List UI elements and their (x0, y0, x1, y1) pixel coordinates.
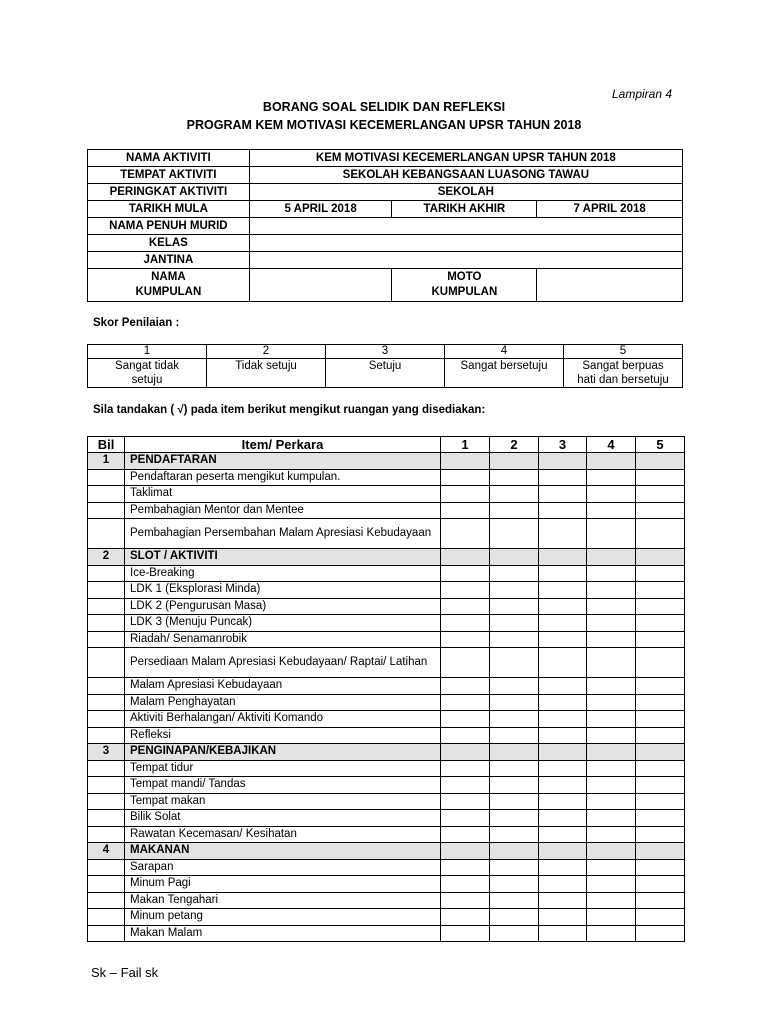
score-checkbox-cell-2[interactable] (490, 582, 539, 599)
item-label: Ice-Breaking (125, 565, 441, 582)
section-score-cell (587, 549, 636, 566)
score-label (445, 359, 564, 388)
bil-cell (88, 694, 125, 711)
item-label: Malam Apresiasi Kebudayaan (125, 678, 441, 695)
score-checkbox-cell-1[interactable] (441, 631, 490, 648)
item-row (88, 892, 685, 909)
score-checkbox-cell-4[interactable] (587, 502, 636, 519)
score-checkbox-cell-2[interactable] (490, 565, 539, 582)
item-label: Refleksi (125, 727, 441, 744)
score-label (207, 359, 326, 388)
score-label-line: setuju (131, 374, 163, 386)
score-number: 4 (445, 345, 564, 359)
bil-cell (88, 909, 125, 926)
item-label: Taklimat (125, 486, 441, 503)
activity-info-table (87, 149, 683, 302)
score-checkbox-cell-5[interactable] (636, 876, 685, 893)
score-checkbox-cell-3[interactable] (539, 678, 587, 695)
score-checkbox-cell-4[interactable] (587, 565, 636, 582)
section-row (88, 843, 685, 860)
section-row (88, 744, 685, 761)
score-checkbox-cell-3[interactable] (539, 925, 587, 942)
score-checkbox-cell-3[interactable] (539, 777, 587, 794)
bil-cell (88, 810, 125, 827)
score-checkbox-cell-1[interactable] (441, 711, 490, 728)
section-score-cell (539, 744, 587, 761)
nama-murid-label: NAMA PENUH MURID (88, 218, 250, 235)
item-row (88, 760, 685, 777)
jantina-field[interactable] (249, 252, 682, 269)
score-checkbox-cell-2[interactable] (490, 648, 539, 678)
section-score-cell (490, 453, 539, 470)
item-label: Tempat makan (125, 793, 441, 810)
score-checkbox-cell-3[interactable] (539, 648, 587, 678)
bil-cell (88, 859, 125, 876)
form-title: BORANG SOAL SELIDIK DAN REFLEKSI (262, 100, 506, 114)
score-checkbox-cell-3[interactable] (539, 876, 587, 893)
score-checkbox-cell-3[interactable] (539, 615, 587, 632)
tarikh-akhir-label: TARIKH AKHIR (392, 201, 537, 218)
score-checkbox-cell-5[interactable] (636, 582, 685, 599)
score-checkbox-cell-4[interactable] (587, 631, 636, 648)
section-score-cell (490, 549, 539, 566)
score-checkbox-cell-2[interactable] (490, 810, 539, 827)
score-checkbox-cell-5[interactable] (636, 909, 685, 926)
nama-kumpulan-field[interactable] (249, 269, 392, 302)
item-row (88, 694, 685, 711)
score-checkbox-cell-3[interactable] (539, 859, 587, 876)
score-checkbox-cell-4[interactable] (587, 648, 636, 678)
score-checkbox-cell-1[interactable] (441, 925, 490, 942)
score-checkbox-cell-4[interactable] (587, 909, 636, 926)
item-row (88, 469, 685, 486)
score-checkbox-cell-5[interactable] (636, 760, 685, 777)
score-checkbox-cell-5[interactable] (636, 678, 685, 695)
score-checkbox-cell-4[interactable] (587, 859, 636, 876)
bil-cell (88, 892, 125, 909)
section-number: 3 (88, 744, 125, 761)
nama-kumpulan-label-line2: KUMPULAN (135, 286, 202, 298)
score-scale-table (87, 344, 683, 388)
score-checkbox-cell-3[interactable] (539, 711, 587, 728)
score-label-line: Tidak setuju (235, 360, 297, 372)
score-checkbox-cell-5[interactable] (636, 694, 685, 711)
score-label (564, 359, 683, 388)
score-checkbox-cell-1[interactable] (441, 892, 490, 909)
tarikh-mula-value: 5 APRIL 2018 (249, 201, 392, 218)
score-number: 1 (88, 345, 207, 359)
nama-aktiviti-label: NAMA AKTIVITI (88, 150, 250, 167)
item-label: LDK 3 (Menuju Puncak) (125, 615, 441, 632)
score-checkbox-cell-5[interactable] (636, 502, 685, 519)
header-score-4: 4 (587, 437, 636, 453)
score-checkbox-cell-5[interactable] (636, 565, 685, 582)
section-score-cell (587, 843, 636, 860)
item-row (88, 615, 685, 632)
section-score-cell (441, 744, 490, 761)
score-label-line: Sangat berpuas (582, 360, 664, 372)
score-checkbox-cell-2[interactable] (490, 826, 539, 843)
tempat-label: TEMPAT AKTIVITI (88, 167, 250, 184)
score-checkbox-cell-2[interactable] (490, 598, 539, 615)
item-label: Pembahagian Persembahan Malam Apresiasi Kebudayaan (125, 519, 441, 549)
section-score-cell (539, 843, 587, 860)
score-checkbox-cell-1[interactable] (441, 502, 490, 519)
score-checkbox-cell-2[interactable] (490, 711, 539, 728)
lampiran-label: Lampiran 4 (612, 87, 673, 101)
bil-cell (88, 648, 125, 678)
bil-cell (88, 598, 125, 615)
item-label: Tempat mandi/ Tandas (125, 777, 441, 794)
item-label: Tempat tidur (125, 760, 441, 777)
section-score-cell (636, 453, 685, 470)
score-checkbox-cell-2[interactable] (490, 678, 539, 695)
section-title: PENDAFTARAN (125, 453, 441, 470)
section-number: 4 (88, 843, 125, 860)
item-label: Sarapan (125, 859, 441, 876)
score-checkbox-cell-1[interactable] (441, 565, 490, 582)
item-row (88, 810, 685, 827)
score-checkbox-cell-1[interactable] (441, 760, 490, 777)
section-score-cell (636, 843, 685, 860)
header-score-3: 3 (539, 437, 587, 453)
jantina-label: JANTINA (88, 252, 250, 269)
section-score-cell (636, 549, 685, 566)
score-checkbox-cell-2[interactable] (490, 469, 539, 486)
tarikh-mula-label: TARIKH MULA (88, 201, 250, 218)
bil-cell (88, 925, 125, 942)
score-checkbox-cell-4[interactable] (587, 876, 636, 893)
score-number: 2 (207, 345, 326, 359)
header-score-1: 1 (441, 437, 490, 453)
score-checkbox-cell-2[interactable] (490, 909, 539, 926)
item-row (88, 631, 685, 648)
item-row (88, 925, 685, 942)
section-number: 2 (88, 549, 125, 566)
item-label: Makan Tengahari (125, 892, 441, 909)
section-title: PENGINAPAN/KEBAJIKAN (125, 744, 441, 761)
score-checkbox-cell-4[interactable] (587, 519, 636, 549)
score-checkbox-cell-3[interactable] (539, 810, 587, 827)
section-number: 1 (88, 453, 125, 470)
score-checkbox-cell-4[interactable] (587, 582, 636, 599)
score-checkbox-cell-5[interactable] (636, 793, 685, 810)
score-checkbox-cell-5[interactable] (636, 519, 685, 549)
score-checkbox-cell-1[interactable] (441, 826, 490, 843)
item-row (88, 582, 685, 599)
score-checkbox-cell-3[interactable] (539, 598, 587, 615)
score-checkbox-cell-4[interactable] (587, 777, 636, 794)
score-checkbox-cell-3[interactable] (539, 909, 587, 926)
section-score-cell (490, 744, 539, 761)
score-checkbox-cell-2[interactable] (490, 694, 539, 711)
bil-cell (88, 469, 125, 486)
score-checkbox-cell-5[interactable] (636, 469, 685, 486)
section-score-cell (587, 744, 636, 761)
item-row (88, 598, 685, 615)
score-checkbox-cell-2[interactable] (490, 486, 539, 503)
score-checkbox-cell-1[interactable] (441, 909, 490, 926)
item-row (88, 711, 685, 728)
score-checkbox-cell-1[interactable] (441, 876, 490, 893)
score-checkbox-cell-4[interactable] (587, 694, 636, 711)
score-checkbox-cell-1[interactable] (441, 615, 490, 632)
score-checkbox-cell-5[interactable] (636, 925, 685, 942)
bil-cell (88, 760, 125, 777)
score-checkbox-cell-5[interactable] (636, 711, 685, 728)
item-row (88, 793, 685, 810)
score-checkbox-cell-4[interactable] (587, 793, 636, 810)
score-checkbox-cell-4[interactable] (587, 678, 636, 695)
item-label: Riadah/ Senamanrobik (125, 631, 441, 648)
section-score-cell (587, 453, 636, 470)
kelas-field[interactable] (249, 235, 682, 252)
score-checkbox-cell-2[interactable] (490, 760, 539, 777)
score-checkbox-cell-1[interactable] (441, 694, 490, 711)
score-checkbox-cell-1[interactable] (441, 678, 490, 695)
section-score-cell (636, 744, 685, 761)
item-row (88, 519, 685, 549)
section-score-cell (539, 549, 587, 566)
score-checkbox-cell-2[interactable] (490, 777, 539, 794)
score-checkbox-cell-2[interactable] (490, 892, 539, 909)
score-checkbox-cell-4[interactable] (587, 760, 636, 777)
item-label: Pembahagian Mentor dan Mentee (125, 502, 441, 519)
header-score-5: 5 (636, 437, 685, 453)
header-bil: Bil (88, 437, 125, 453)
nama-aktiviti-value: KEM MOTIVASI KECEMERLANGAN UPSR TAHUN 2018 (249, 150, 682, 167)
bil-cell (88, 777, 125, 794)
bil-cell (88, 615, 125, 632)
score-checkbox-cell-3[interactable] (539, 486, 587, 503)
score-checkbox-cell-4[interactable] (587, 598, 636, 615)
bil-cell (88, 565, 125, 582)
score-number: 3 (326, 345, 445, 359)
score-checkbox-cell-1[interactable] (441, 486, 490, 503)
score-checkbox-cell-5[interactable] (636, 859, 685, 876)
score-checkbox-cell-1[interactable] (441, 727, 490, 744)
header-item: Item/ Perkara (125, 437, 441, 453)
bil-cell (88, 631, 125, 648)
score-checkbox-cell-3[interactable] (539, 694, 587, 711)
bil-cell (88, 793, 125, 810)
moto-label-line1: MOTO (447, 271, 482, 283)
score-checkbox-cell-3[interactable] (539, 727, 587, 744)
score-checkbox-cell-5[interactable] (636, 615, 685, 632)
score-checkbox-cell-2[interactable] (490, 727, 539, 744)
bil-cell (88, 876, 125, 893)
score-checkbox-cell-1[interactable] (441, 793, 490, 810)
section-score-cell (441, 843, 490, 860)
score-checkbox-cell-4[interactable] (587, 486, 636, 503)
score-checkbox-cell-1[interactable] (441, 810, 490, 827)
section-title: SLOT / AKTIVITI (125, 549, 441, 566)
score-checkbox-cell-4[interactable] (587, 892, 636, 909)
kelas-label: KELAS (88, 235, 250, 252)
section-row (88, 453, 685, 470)
bil-cell (88, 486, 125, 503)
score-checkbox-cell-1[interactable] (441, 648, 490, 678)
nama-kumpulan-label (88, 269, 250, 302)
header-score-2: 2 (490, 437, 539, 453)
score-label-line: Sangat bersetuju (460, 360, 548, 372)
bil-cell (88, 519, 125, 549)
item-row (88, 859, 685, 876)
item-label: Malam Penghayatan (125, 694, 441, 711)
bil-cell (88, 711, 125, 728)
score-checkbox-cell-4[interactable] (587, 925, 636, 942)
score-checkbox-cell-2[interactable] (490, 876, 539, 893)
nama-murid-field[interactable] (249, 218, 682, 235)
bil-cell (88, 502, 125, 519)
item-label: LDK 2 (Pengurusan Masa) (125, 598, 441, 615)
instruction-text: Sila tandakan ( √) pada item berikut mengikut ruangan yang disediakan: (93, 404, 486, 416)
score-checkbox-cell-2[interactable] (490, 502, 539, 519)
item-row (88, 678, 685, 695)
item-row (88, 565, 685, 582)
score-checkbox-cell-3[interactable] (539, 793, 587, 810)
score-checkbox-cell-3[interactable] (539, 565, 587, 582)
item-label: Minum Pagi (125, 876, 441, 893)
bil-cell (88, 582, 125, 599)
score-label-line: Setuju (368, 360, 402, 372)
score-number: 5 (564, 345, 683, 359)
score-label (326, 359, 445, 388)
score-checkbox-cell-1[interactable] (441, 598, 490, 615)
score-checkbox-cell-1[interactable] (441, 469, 490, 486)
moto-label-line2: KUMPULAN (431, 286, 498, 298)
bil-cell (88, 727, 125, 744)
score-checkbox-cell-3[interactable] (539, 826, 587, 843)
score-checkbox-cell-1[interactable] (441, 582, 490, 599)
item-row (88, 777, 685, 794)
bil-cell (88, 826, 125, 843)
section-score-cell (539, 453, 587, 470)
score-checkbox-cell-5[interactable] (636, 648, 685, 678)
item-row (88, 876, 685, 893)
tarikh-akhir-value: 7 APRIL 2018 (537, 201, 683, 218)
score-checkbox-cell-5[interactable] (636, 777, 685, 794)
skor-heading: Skor Penilaian : (93, 317, 180, 329)
tempat-value: SEKOLAH KEBANGSAAN LUASONG TAWAU (249, 167, 682, 184)
section-score-cell (490, 843, 539, 860)
score-checkbox-cell-4[interactable] (587, 711, 636, 728)
item-label: Persediaan Malam Apresiasi Kebudayaan/ Raptai/ Latihan (125, 648, 441, 678)
score-checkbox-cell-2[interactable] (490, 859, 539, 876)
item-row (88, 909, 685, 926)
section-score-cell (441, 453, 490, 470)
score-checkbox-cell-3[interactable] (539, 519, 587, 549)
score-checkbox-cell-3[interactable] (539, 582, 587, 599)
score-checkbox-cell-3[interactable] (539, 760, 587, 777)
item-label: Bilik Solat (125, 810, 441, 827)
peringkat-value: SEKOLAH (249, 184, 682, 201)
item-row (88, 727, 685, 744)
score-checkbox-cell-2[interactable] (490, 519, 539, 549)
score-checkbox-cell-1[interactable] (441, 777, 490, 794)
score-checkbox-cell-2[interactable] (490, 631, 539, 648)
score-checkbox-cell-4[interactable] (587, 615, 636, 632)
item-label: Pendaftaran peserta mengikut kumpulan. (125, 469, 441, 486)
score-label-line: Sangat tidak (115, 360, 179, 372)
score-checkbox-cell-1[interactable] (441, 859, 490, 876)
score-label-line: hati dan bersetuju (577, 374, 669, 386)
item-row (88, 648, 685, 678)
item-label: Rawatan Kecemasan/ Kesihatan (125, 826, 441, 843)
score-label (88, 359, 207, 388)
score-checkbox-cell-2[interactable] (490, 925, 539, 942)
score-checkbox-cell-4[interactable] (587, 727, 636, 744)
item-label: Aktiviti Berhalangan/ Aktiviti Komando (125, 711, 441, 728)
score-checkbox-cell-5[interactable] (636, 826, 685, 843)
score-checkbox-cell-3[interactable] (539, 892, 587, 909)
evaluation-table (87, 436, 685, 942)
item-label: Makan Malam (125, 925, 441, 942)
score-checkbox-cell-5[interactable] (636, 486, 685, 503)
score-checkbox-cell-5[interactable] (636, 631, 685, 648)
score-checkbox-cell-2[interactable] (490, 615, 539, 632)
score-checkbox-cell-5[interactable] (636, 598, 685, 615)
moto-label (392, 269, 537, 302)
moto-field[interactable] (537, 269, 683, 302)
score-checkbox-cell-3[interactable] (539, 469, 587, 486)
score-checkbox-cell-4[interactable] (587, 469, 636, 486)
score-checkbox-cell-3[interactable] (539, 631, 587, 648)
nama-kumpulan-label-line1: NAMA (151, 271, 186, 283)
score-checkbox-cell-1[interactable] (441, 519, 490, 549)
item-label: LDK 1 (Eksplorasi Minda) (125, 582, 441, 599)
score-checkbox-cell-3[interactable] (539, 502, 587, 519)
bil-cell (88, 678, 125, 695)
score-checkbox-cell-5[interactable] (636, 892, 685, 909)
section-score-cell (441, 549, 490, 566)
score-checkbox-cell-4[interactable] (587, 810, 636, 827)
item-row (88, 502, 685, 519)
section-row (88, 549, 685, 566)
peringkat-label: PERINGKAT AKTIVITI (88, 184, 250, 201)
score-checkbox-cell-2[interactable] (490, 793, 539, 810)
score-checkbox-cell-5[interactable] (636, 727, 685, 744)
score-checkbox-cell-4[interactable] (587, 826, 636, 843)
program-title: PROGRAM KEM MOTIVASI KECEMERLANGAN UPSR TAHUN 2018 (186, 118, 582, 132)
score-checkbox-cell-5[interactable] (636, 810, 685, 827)
section-title: MAKANAN (125, 843, 441, 860)
footer-text: Sk – Fail sk (91, 965, 159, 980)
item-row (88, 826, 685, 843)
item-label: Minum petang (125, 909, 441, 926)
item-row (88, 486, 685, 503)
